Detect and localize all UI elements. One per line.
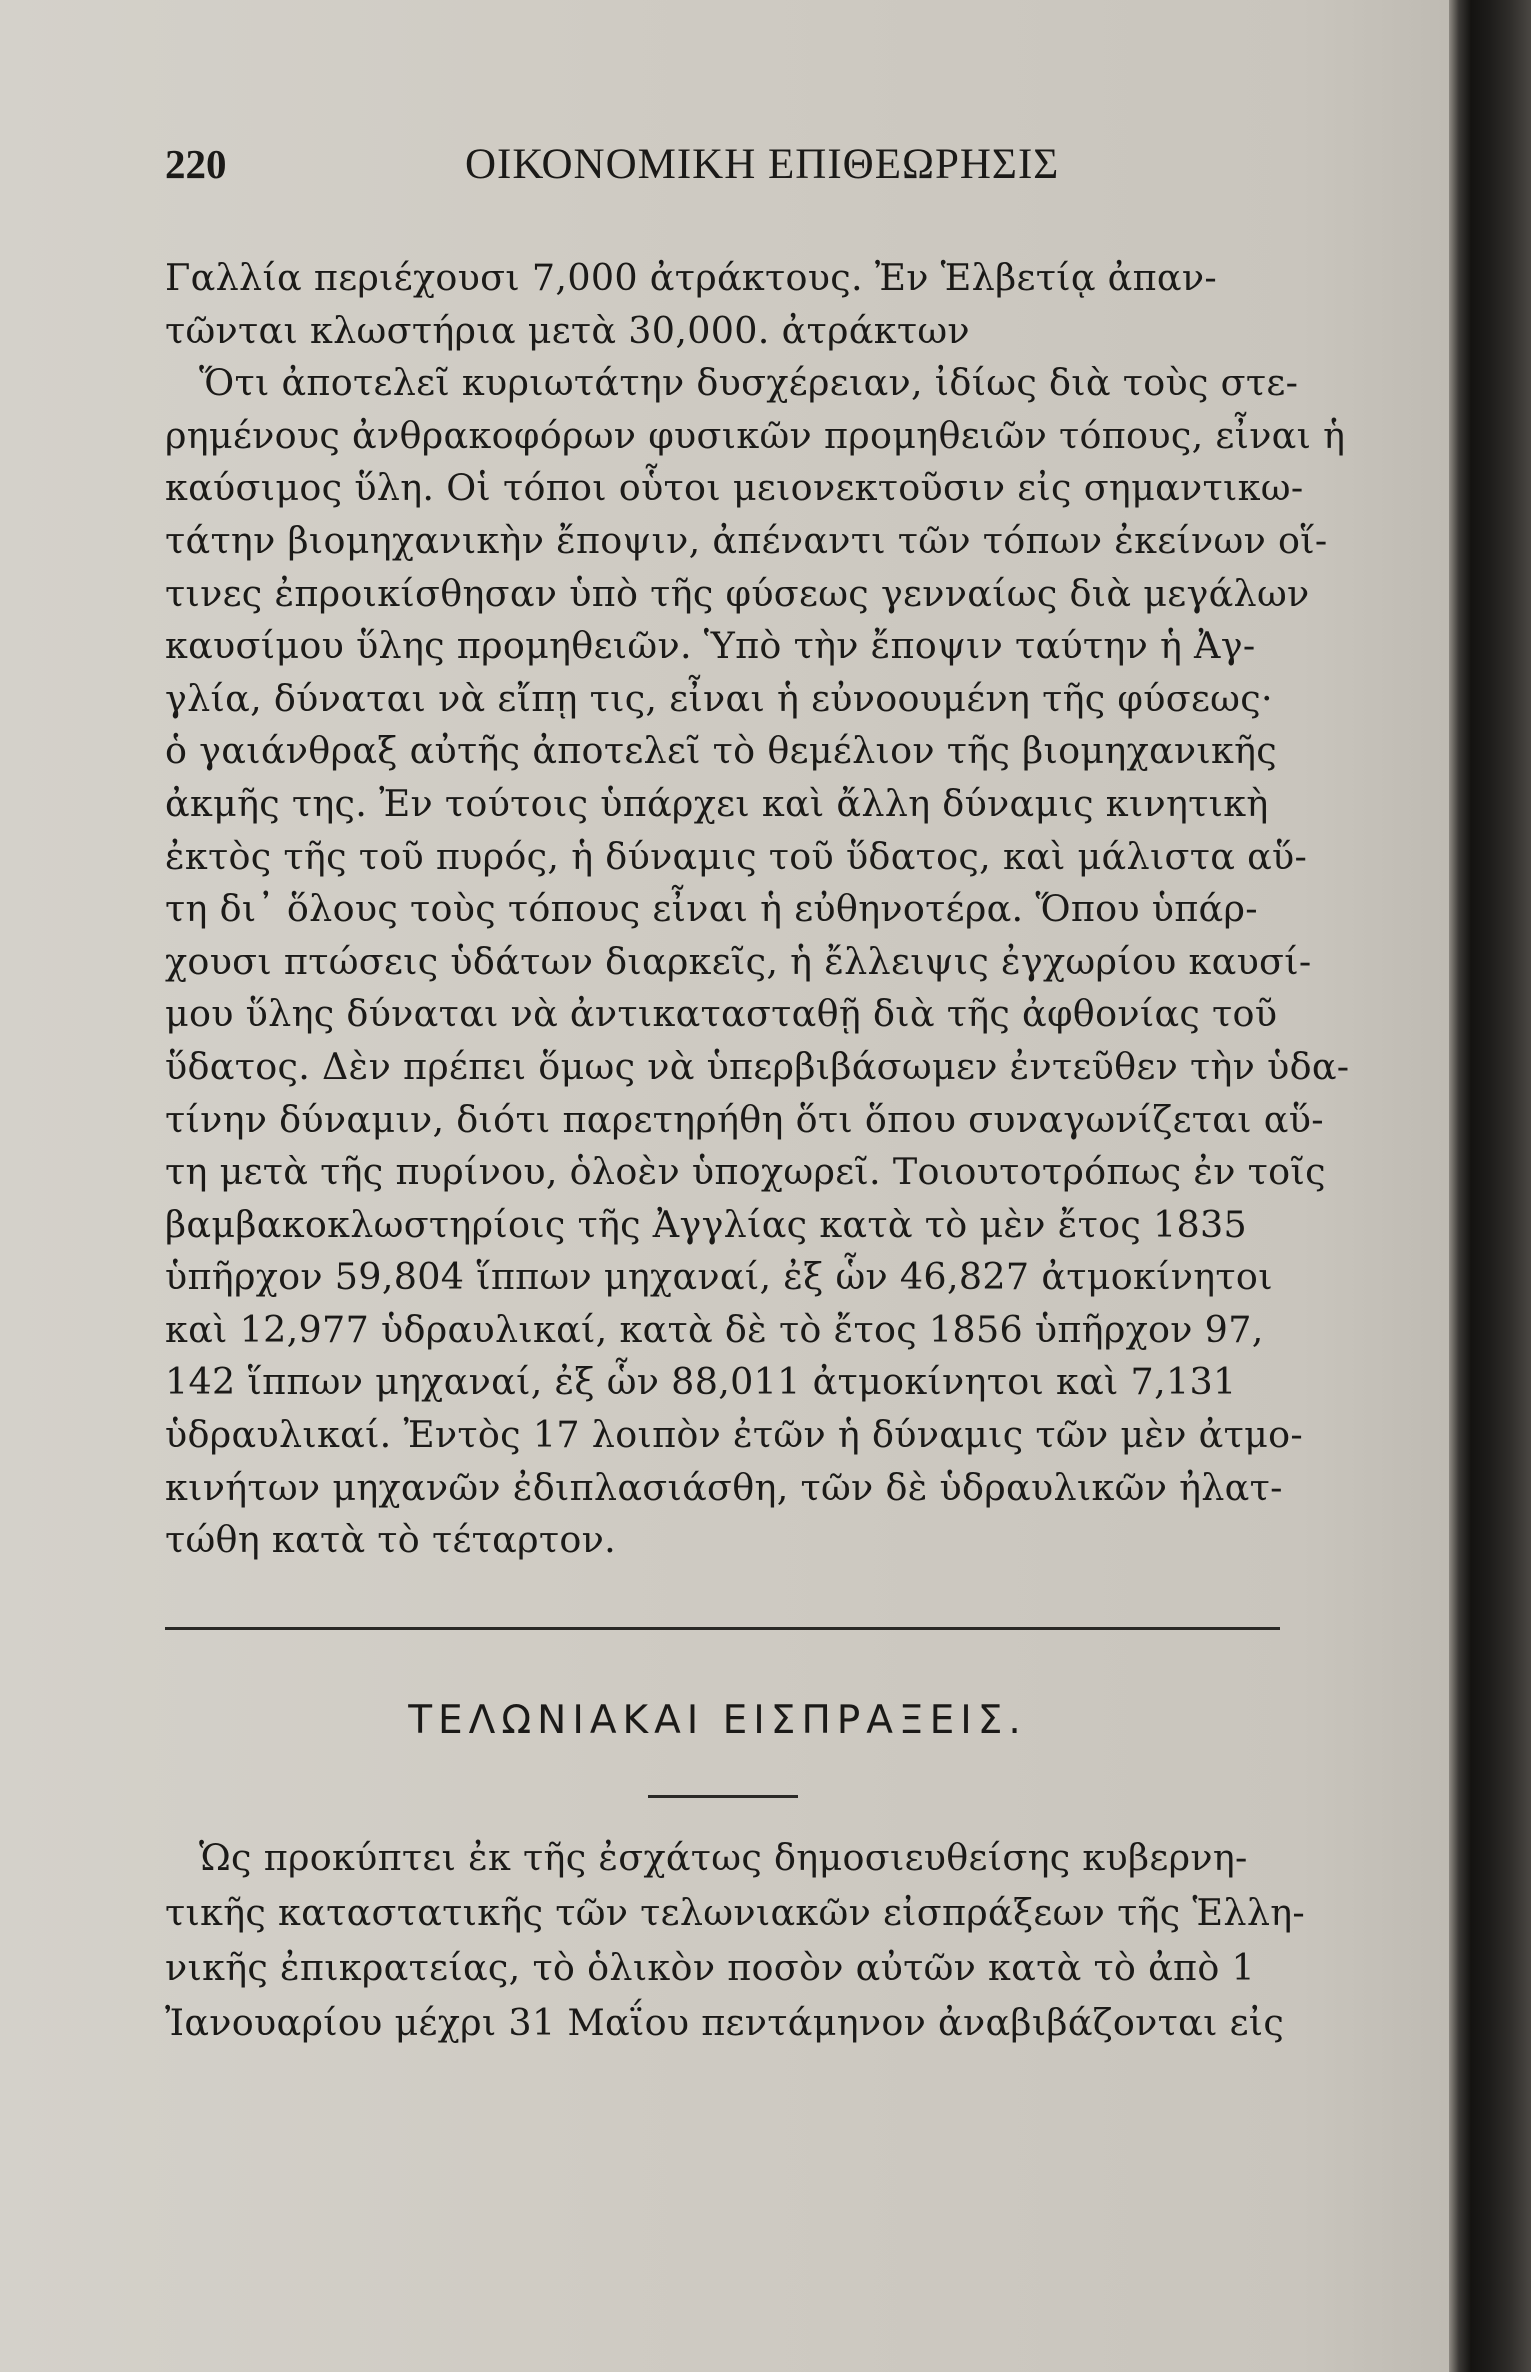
text-line: κινήτων μηχανῶν ἐδιπλασιάσθη, τῶν δὲ ὑδραυλικῶν ἠλατ- [165, 1465, 1283, 1509]
text-line: Γαλλία περιέχουσι 7,000 ἀτράκτους. Ἐν Ἑλβετίᾳ ἀπαν- [165, 256, 1217, 299]
text-line: βαμβακοκλωστηρίοις τῆς Ἀγγλίας κατὰ τὸ μὲν ἔτος 1835 [165, 1202, 1248, 1246]
text-line: τώθη κατὰ τὸ τέταρτον. [165, 1518, 617, 1562]
text-line: Ὡς προκύπτει ἐκ τῆς ἐσχάτως δημοσιευθείσης κυβερνη- [199, 1835, 1248, 1879]
text-line: μου ὕλης δύναται νὰ ἀντικατασταθῇ διὰ τῆς ἀφθονίας τοῦ [165, 992, 1278, 1036]
text-line: καύσιμος ὕλη. Οἱ τόποι οὗτοι μειονεκτοῦσιν εἰς σημαντικω- [165, 466, 1304, 510]
text-line: τίνην δύναμιν, διότι παρετηρήθη ὅτι ὅπου συναγωνίζεται αὕ- [165, 1097, 1324, 1141]
text-line: γλία, δύναται νὰ εἴπῃ τις, εἶναι ἡ εὐνοουμένη τῆς φύσεως· [165, 676, 1273, 720]
page-number: 220 [165, 141, 227, 187]
text-line: Ὅτι ἀποτελεῖ κυριωτάτην δυσχέρειαν, ἰδίως διὰ τοὺς στε- [199, 361, 1299, 405]
text-line: τικῆς καταστατικῆς τῶν τελωνιακῶν εἰσπράξεων τῆς Ἑλλη- [165, 1890, 1306, 1934]
heading-underline-rule [648, 1795, 798, 1798]
text-line: τῶνται κλωστήρια μετὰ 30,000. ἀτράκτων [165, 308, 970, 352]
text-line: τινες ἐπροικίσθησαν ὑπὸ τῆς φύσεως γενναίως διὰ μεγάλων [165, 571, 1310, 615]
text-line: ἐκτὸς τῆς τοῦ πυρός, ἡ δύναμις τοῦ ὕδατος, καὶ μάλιστα αὕ- [165, 834, 1308, 878]
text-line: χουσι πτώσεις ὑδάτων διαρκεῖς, ἡ ἔλλειψις ἐγχωρίου καυσί- [165, 939, 1312, 983]
running-head [165, 140, 1280, 220]
text-line: τάτην βιομηχανικὴν ἔποψιν, ἀπέναντι τῶν τόπων ἐκείνων οἵ- [165, 518, 1328, 562]
text-line: ἀκμῆς της. Ἐν τούτοις ὑπάρχει καὶ ἄλλη δύναμις κινητικὴ [165, 781, 1269, 825]
journal-title: ΟΙΚΟΝΟΜΙΚΗ ΕΠΙΘΕΩΡΗΣΙΣ [465, 141, 1060, 188]
book-binding-gutter [1449, 0, 1531, 2372]
paragraph-industrial-fuel [165, 252, 1350, 1567]
text-line: ὑπῆρχον 59,804 ἵππων μηχαναί, ἐξ ὧν 46,827 ἀτμοκίνητοι [165, 1255, 1273, 1299]
text-line: 142 ἵππων μηχαναί, ἐξ ὧν 88,011 ἀτμοκίνητοι καὶ 7,131 [165, 1360, 1237, 1404]
text-line: ὁ γαιάνθραξ αὐτῆς ἀποτελεῖ τὸ θεμέλιον τῆς βιομηχανικῆς [165, 729, 1278, 773]
paragraph-customs-receipts [165, 1830, 1306, 2050]
text-line: νικῆς ἐπικρατείας, τὸ ὁλικὸν ποσὸν αὐτῶν κατὰ τὸ ἀπὸ 1 [165, 1945, 1256, 1989]
text-line: ὑδραυλικαί. Ἐντὸς 17 λοιπὸν ἐτῶν ἡ δύναμις τῶν μὲν ἀτμο- [165, 1413, 1304, 1457]
text-line: Ἰανουαρίου μέχρι 31 Μαΐου πεντάμηνον ἀναβιβάζονται εἰς [165, 2000, 1285, 2044]
text-line: καυσίμου ὕλης προμηθειῶν. Ὑπὸ τὴν ἔποψιν ταύτην ἡ Ἀγ- [165, 624, 1256, 668]
text-line: ὕδατος. Δὲν πρέπει ὅμως νὰ ὑπερβιβάσωμεν ἐντεῦθεν τὴν ὑδα- [165, 1044, 1350, 1088]
text-line: τη δι᾽ ὅλους τοὺς τόπους εἶναι ἡ εὐθηνοτέρα. Ὅπου ὑπάρ- [165, 887, 1258, 931]
text-line: τη μετὰ τῆς πυρίνου, ὁλοὲν ὑποχωρεῖ. Τοιουτοτρόπως ἐν τοῖς [165, 1150, 1326, 1194]
text-line: καὶ 12,977 ὑδραυλικαί, κατὰ δὲ τὸ ἔτος 1856 ὑπῆρχον 97, [165, 1307, 1264, 1351]
text-line: ρημένους ἀνθρακοφόρων φυσικῶν προμηθειῶν τόπους, εἶναι ἡ [165, 413, 1346, 457]
section-heading: ΤΕΛΩΝΙΑΚΑΙ ΕΙΣΠΡΑΞΕΙΣ. [408, 1697, 1027, 1743]
section-divider-rule [165, 1627, 1280, 1630]
book-page [165, 140, 1350, 2050]
